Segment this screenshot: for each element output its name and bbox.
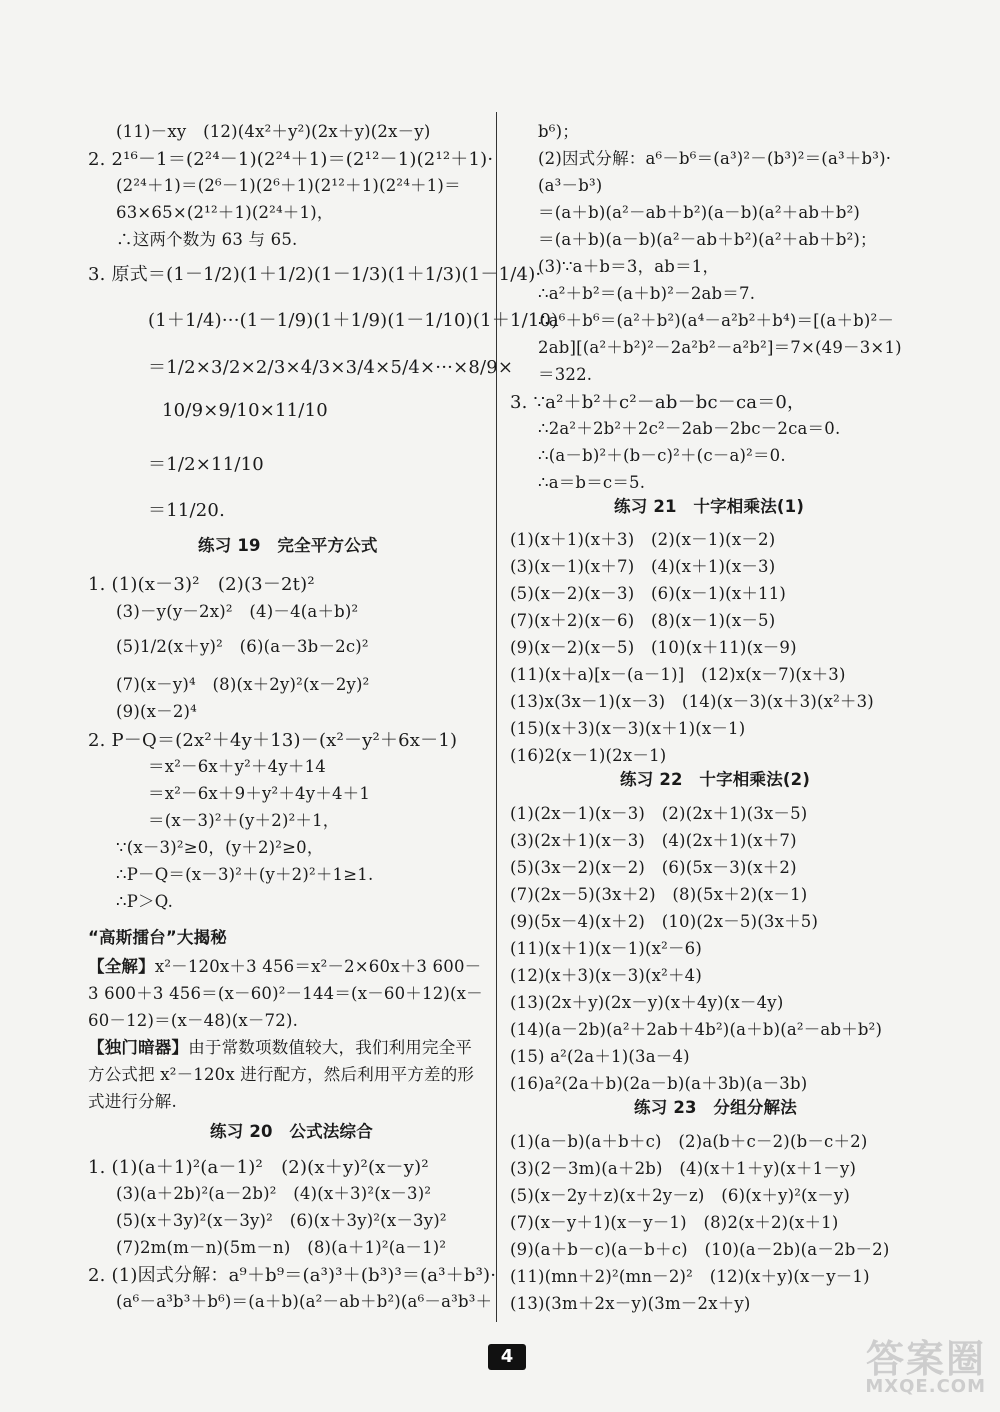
right-answer-line: (13)x(3x－1)(x－3) (14)(x－3)(x＋3)(x²＋3) <box>510 692 874 711</box>
left-answer-line: (3)－y(y－2x)² (4)－4(a＋b)² <box>116 602 359 621</box>
left-answer-line: (7)(x－y)⁴ (8)(x＋2y)²(x－2y)² <box>116 675 370 694</box>
left-answer-line: ＝x²－6x＋y²＋4y＋14 <box>148 757 326 776</box>
right-section-heading: 练习 22 十字相乘法(2) <box>620 770 811 789</box>
left-answer-line: 1. (1)(a＋1)²(a－1)² (2)(x＋y)²(x－y)² <box>88 1157 429 1178</box>
right-answer-line: (15) a²(2a＋1)(3a－4) <box>510 1047 690 1066</box>
right-answer-line: (5)(3x－2)(x－2) (6)(5x－3)(x＋2) <box>510 858 797 877</box>
right-answer-line: ∴a⁶＋b⁶＝(a²＋b²)(a⁴－a²b²＋b⁴)＝[(a＋b)²－ <box>538 311 895 330</box>
watermark-logo <box>832 1326 992 1406</box>
right-answer-line: (13)(2x＋y)(2x－y)(x＋4y)(x－4y) <box>510 993 784 1012</box>
left-answer-line: (a⁶－a³b³＋b⁶)＝(a＋b)(a²－ab＋b²)(a⁶－a³b³＋ <box>116 1292 493 1311</box>
left-answer-line: (1＋1/4)···(1－1/9)(1＋1/9)(1－1/10)(1＋1/10) <box>148 310 559 331</box>
left-answer-line: (9)(x－2)⁴ <box>116 702 197 721</box>
left-answer-line: (5)(x＋3y)²(x－3y)² (6)(x＋3y)²(x－3y)² <box>116 1211 447 1230</box>
left-answer-line: 【全解】x²－120x＋3 456＝x²－2×60x＋3 600－ <box>88 957 482 976</box>
left-answer-line: 3. 原式＝(1－1/2)(1＋1/2)(1－1/3)(1＋1/3)(1－1/4)· <box>88 264 542 285</box>
left-answer-line: (2²⁴＋1)＝(2⁶－1)(2⁶＋1)(2¹²＋1)(2²⁴＋1)＝ <box>116 176 461 195</box>
left-answer-line: ＝1/2×11/10 <box>148 454 264 475</box>
right-answer-line: (5)(x－2)(x－3) (6)(x－1)(x＋11) <box>510 584 787 603</box>
left-answer-line: 式进行分解. <box>88 1092 177 1111</box>
right-answer-line: (7)(2x－5)(3x＋2) (8)(5x＋2)(x－1) <box>510 885 808 904</box>
right-answer-line: (3)(2－3m)(a＋2b) (4)(x＋1＋y)(x＋1－y) <box>510 1159 857 1178</box>
right-answer-line: (3)∵a＋b＝3，ab＝1， <box>538 257 720 276</box>
right-answer-line: (5)(x－2y＋z)(x＋2y－z) (6)(x＋y)²(x－y) <box>510 1186 851 1205</box>
left-answer-line: ＝x²－6x＋9＋y²＋4y＋4＋1 <box>148 784 371 803</box>
right-answer-line: (16)2(x－1)(2x－1) <box>510 746 667 765</box>
right-answer-line: ∴a＝b＝c＝5. <box>538 473 646 492</box>
right-answer-line: 2ab][(a²＋b²)²－2a²b²－a²b²]＝7×(49－3×1) <box>538 338 902 357</box>
left-answer-line: 10/9×9/10×11/10 <box>162 400 328 421</box>
left-answer-line: 1. (1)(x－3)² (2)(3－2t)² <box>88 574 315 595</box>
left-answer-line: (11)－xy (12)(4x²＋y²)(2x＋y)(2x－y) <box>116 122 431 141</box>
left-answer-line: 2. 2¹⁶－1＝(2²⁴－1)(2²⁴＋1)＝(2¹²－1)(2¹²＋1)· <box>88 149 494 170</box>
right-answer-line: ∴(a－b)²＋(b－c)²＋(c－a)²＝0. <box>538 446 786 465</box>
watermark-site: MXQE.COM <box>865 1376 986 1397</box>
right-answer-line: (14)(a－2b)(a²＋2ab＋4b²)(a＋b)(a²－ab＋b²) <box>510 1020 883 1039</box>
right-answer-line: (1)(2x－1)(x－3) (2)(2x＋1)(3x－5) <box>510 804 808 823</box>
right-answer-line: ＝(a＋b)(a－b)(a²－ab＋b²)(a²＋ab＋b²)； <box>538 230 877 249</box>
right-answer-line: ＝322. <box>538 365 593 384</box>
left-answer-line: 63×65×(2¹²＋1)(2²⁴＋1)， <box>116 203 334 222</box>
left-section-heading: 练习 20 公式法综合 <box>210 1122 373 1141</box>
right-answer-line: ∴2a²＋2b²＋2c²－2ab－2bc－2ca＝0. <box>538 419 841 438</box>
right-answer-line: (15)(x＋3)(x－3)(x＋1)(x－1) <box>510 719 746 738</box>
left-answer-line: ＝1/2×3/2×2/3×4/3×3/4×5/4×···×8/9× <box>148 357 514 378</box>
right-answer-line: 3. ∵a²＋b²＋c²－ab－bc－ca＝0， <box>510 392 806 413</box>
right-answer-line: (7)(x＋2)(x－6) (8)(x－1)(x－5) <box>510 611 776 630</box>
right-answer-line: (1)(x＋1)(x＋3) (2)(x－1)(x－2) <box>510 530 776 549</box>
right-answer-line: (12)(x＋3)(x－3)(x²＋4) <box>510 966 703 985</box>
left-answer-line: 方公式把 x²－120x 进行配方，然后利用平方差的形 <box>88 1065 475 1084</box>
left-answer-line: (3)(a＋2b)²(a－2b)² (4)(x＋3)²(x－3)² <box>116 1184 432 1203</box>
left-answer-line: ＝(x－3)²＋(y＋2)²＋1， <box>148 811 340 830</box>
right-answer-line: (7)(x－y＋1)(x－y－1) (8)2(x＋2)(x＋1) <box>510 1213 839 1232</box>
right-answer-line: (1)(a－b)(a＋b＋c) (2)a(b＋c－2)(b－c＋2) <box>510 1132 868 1151</box>
left-answer-line: 2. (1)因式分解：a⁹＋b⁹＝(a³)³＋(b³)³＝(a³＋b³)· <box>88 1265 497 1286</box>
left-answer-line: ∴P－Q＝(x－3)²＋(y＋2)²＋1≥1. <box>116 865 374 884</box>
left-section-heading: 练习 19 完全平方公式 <box>198 536 378 555</box>
watermark-main: 答案圈 <box>865 1337 986 1381</box>
left-answer-line: 【独门暗器】由于常数项数值较大，我们利用完全平 <box>88 1038 473 1057</box>
right-section-heading: 练习 23 分组分解法 <box>634 1098 797 1117</box>
left-answer-line: 2. P－Q＝(2x²＋4y＋13)－(x²－y²＋6x－1) <box>88 730 458 751</box>
right-answer-line: (9)(x－2)(x－5) (10)(x＋11)(x－9) <box>510 638 797 657</box>
right-answer-line: ∴a²＋b²＝(a＋b)²－2ab＝7. <box>538 284 756 303</box>
right-answer-line: (11)(x＋1)(x－1)(x²－6) <box>510 939 703 958</box>
right-section-heading: 练习 21 十字相乘法(1) <box>614 497 805 516</box>
left-answer-line: ∵(x－3)²≥0，(y＋2)²≥0， <box>116 838 324 857</box>
left-answer-line: ∴这两个数为 63 与 65. <box>116 230 298 249</box>
right-answer-line: ＝(a＋b)(a²－ab＋b²)(a－b)(a²＋ab＋b²) <box>538 203 861 222</box>
answer-tag: 【全解】 <box>88 957 155 976</box>
answer-tag: 【独门暗器】 <box>88 1038 189 1057</box>
right-answer-line: (9)(a＋b－c)(a－b＋c) (10)(a－2b)(a－2b－2) <box>510 1240 890 1259</box>
right-answer-line: b⁶)； <box>538 122 579 141</box>
right-answer-line: (9)(5x－4)(x＋2) (10)(2x－5)(3x＋5) <box>510 912 819 931</box>
right-answer-line: (3)(x－1)(x＋7) (4)(x＋1)(x－3) <box>510 557 776 576</box>
right-answer-line: (16)a²(2a＋b)(2a－b)(a＋3b)(a－3b) <box>510 1074 808 1093</box>
left-section-heading: “高斯擂台”大揭秘 <box>88 928 227 947</box>
right-answer-line: (13)(3m＋2x－y)(3m－2x＋y) <box>510 1294 751 1313</box>
right-answer-line: (3)(2x＋1)(x－3) (4)(2x＋1)(x＋7) <box>510 831 797 850</box>
right-answer-line: (2)因式分解：a⁶－b⁶＝(a³)²－(b³)²＝(a³＋b³)· <box>538 149 892 168</box>
right-answer-line: (11)(mn＋2)²(mn－2)² (12)(x＋y)(x－y－1) <box>510 1267 870 1286</box>
page-number: 4 <box>488 1344 526 1370</box>
left-answer-line: 3 600＋3 456＝(x－60)²－144＝(x－60＋12)(x－ <box>88 984 483 1003</box>
left-answer-line: ＝11/20. <box>148 500 225 521</box>
right-answer-line: (a³－b³) <box>538 176 603 195</box>
left-answer-line: (5)1/2(x＋y)² (6)(a－3b－2c)² <box>116 637 369 656</box>
left-answer-line: ∴P＞Q. <box>116 892 174 911</box>
right-answer-line: (11)(x＋a)[x－(a－1)] (12)x(x－7)(x＋3) <box>510 665 846 684</box>
column-divider <box>496 112 497 1322</box>
left-answer-line: (7)2m(m－n)(5m－n) (8)(a＋1)²(a－1)² <box>116 1238 447 1257</box>
left-answer-line: 60－12)＝(x－48)(x－72). <box>88 1011 299 1030</box>
